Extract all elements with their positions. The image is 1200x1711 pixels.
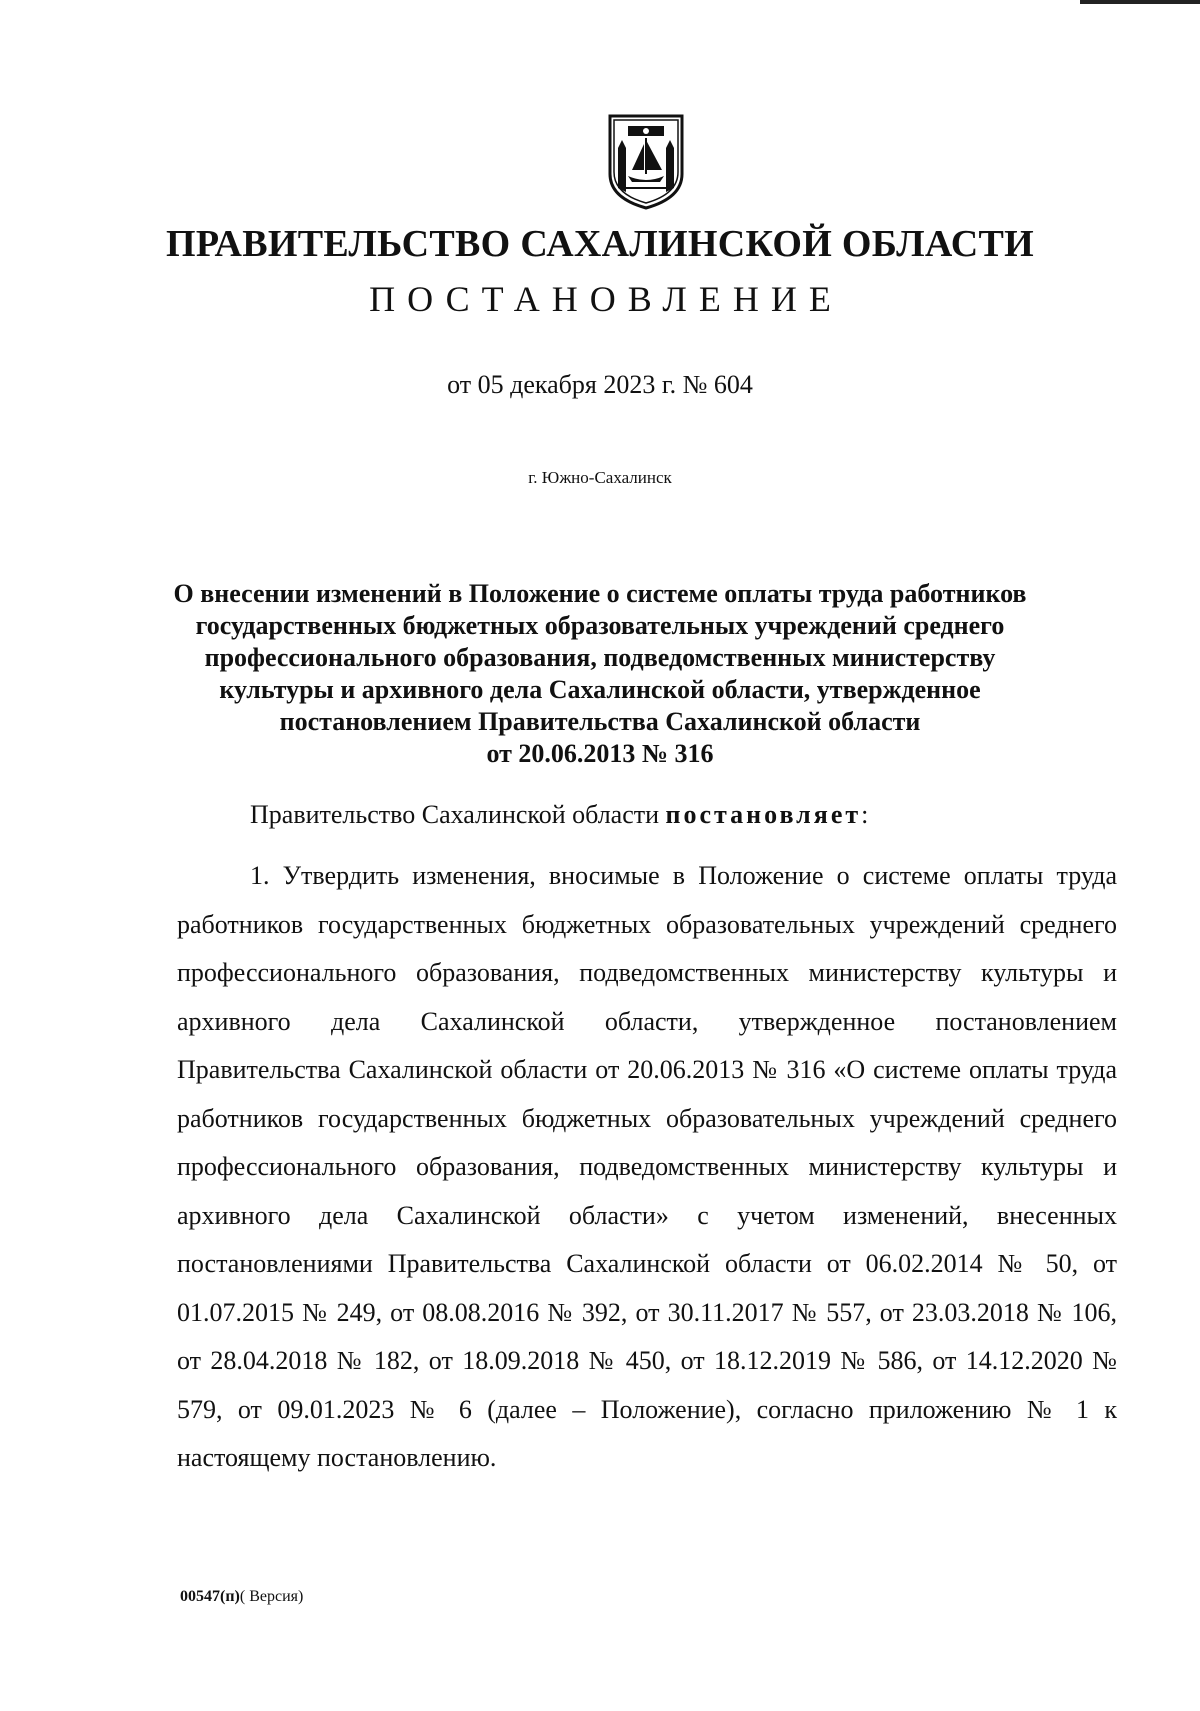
scan-edge-mark — [1080, 0, 1200, 4]
preamble-emphasis: постановляет — [665, 800, 862, 829]
footer-code-number: 00547(п) — [180, 1588, 240, 1605]
subject-line: профессионального образования, подведомственных министерству — [204, 643, 996, 672]
preamble-text: Правительство Сахалинской области — [250, 800, 666, 829]
document-subject — [150, 578, 1050, 770]
preamble — [250, 800, 1070, 830]
coat-of-arms-icon — [604, 112, 688, 212]
subject-line: государственных бюджетных образовательных учреждений среднего — [195, 611, 1005, 640]
government-title: ПРАВИТЕЛЬСТВО САХАЛИНСКОЙ ОБЛАСТИ — [166, 223, 1034, 265]
footer-code — [180, 1588, 303, 1606]
document-city: г. Южно-Сахалинск — [528, 468, 672, 487]
footer-version: ( Версия) — [239, 1588, 304, 1605]
subject-line: О внесении изменений в Положение о системе оплаты труда работников — [173, 579, 1027, 608]
subject-line: постановлением Правительства Сахалинской области — [279, 707, 921, 736]
subject-line: от 20.06.2013 № 316 — [486, 739, 714, 768]
paragraph-1: 1. Утвердить изменения, вносимые в Положение о системе оплаты труда работников государственных бюджетных образовательных учреждений среднего профессионального образования, подведомственных министерству культуры и архивного дела Сахалинской области, утвержденное постановлением Правительства Сахалинской области от 20.06.2013 № 316 «О системе оплаты труда работников государственных бюджетных образовательных учреждений среднего профессионального образования, подведомственных министерству культуры и архивного дела Сахалинской области» с учетом изменений, внесенных постановлениями Правительства Сахалинской области от 06.02.2014 № 50, от 01.07.2015 № 249, от 08.08.2016 № 392, от 30.11.2017 № 557, от 23.03.2018 № 106, от 28.04.2018 № 182, от 18.09.2018 № 450, от 18.12.2019 № 586, от 14.12.2020 № 579, от 09.01.2023 № 6 (далее – Положение), согласно приложению № 1 к настоящему постановлению. — [177, 861, 1117, 1472]
preamble-suffix: : — [861, 800, 869, 829]
document-type: ПОСТАНОВЛЕНИЕ — [369, 279, 843, 319]
document-date-number: от 05 декабря 2023 г. № 604 — [447, 370, 753, 399]
subject-line: культуры и архивного дела Сахалинской области, утвержденное — [219, 675, 981, 704]
